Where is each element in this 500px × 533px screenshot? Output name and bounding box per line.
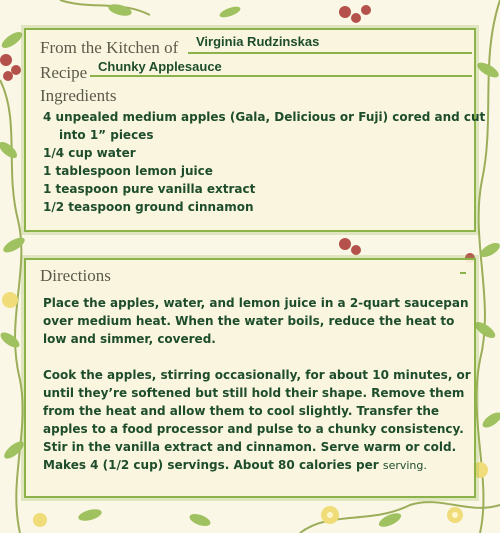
ingredients-list bbox=[43, 108, 485, 216]
ingredient-item: 1 tablespoon lemon juice bbox=[43, 164, 213, 178]
recipe-line bbox=[90, 75, 472, 77]
ingredient-item-continued: into 1” pieces bbox=[59, 128, 154, 142]
ingredients-label: Ingredients bbox=[40, 86, 117, 105]
recipe-value: Chunky Applesauce bbox=[98, 59, 222, 74]
ingredient-item: 1/2 teaspoon ground cinnamon bbox=[43, 200, 254, 214]
recipe-label: Recipe bbox=[40, 63, 88, 82]
from-label: From the Kitchen of bbox=[40, 38, 179, 57]
ingredient-item: 4 unpealed medium apples (Gala, Delicious or Fuji) cored and cut bbox=[43, 110, 486, 124]
servings-note bbox=[43, 456, 473, 475]
directions-tick bbox=[460, 272, 466, 274]
directions-paragraph: Cook the apples, stirring occasionally, for about 10 minutes, or until they’re softened but still hold their shape. Remove them from the heat and allow them to cool slightly. Transfer the apples to a food processor and pulse to a chunky consistency. Stir in the vanilla extract and cinnamon. Serve warm or cold. bbox=[43, 368, 471, 454]
ingredient-item: 1/4 cup water bbox=[43, 146, 136, 160]
from-line bbox=[188, 52, 472, 54]
ingredient-item: 1 teaspoon pure vanilla extract bbox=[43, 182, 256, 196]
servings-main: Makes 4 (1/2 cup) servings. About 80 calories per bbox=[43, 458, 379, 472]
directions-label: Directions bbox=[40, 266, 111, 285]
directions-paragraph: Place the apples, water, and lemon juice in a 2-quart saucepan over medium heat. When the water boils, reduce the heat to low and simmer, covered. bbox=[43, 296, 469, 346]
from-value: Virginia Rudzinskas bbox=[196, 34, 320, 49]
servings-tail: serving. bbox=[382, 459, 427, 472]
